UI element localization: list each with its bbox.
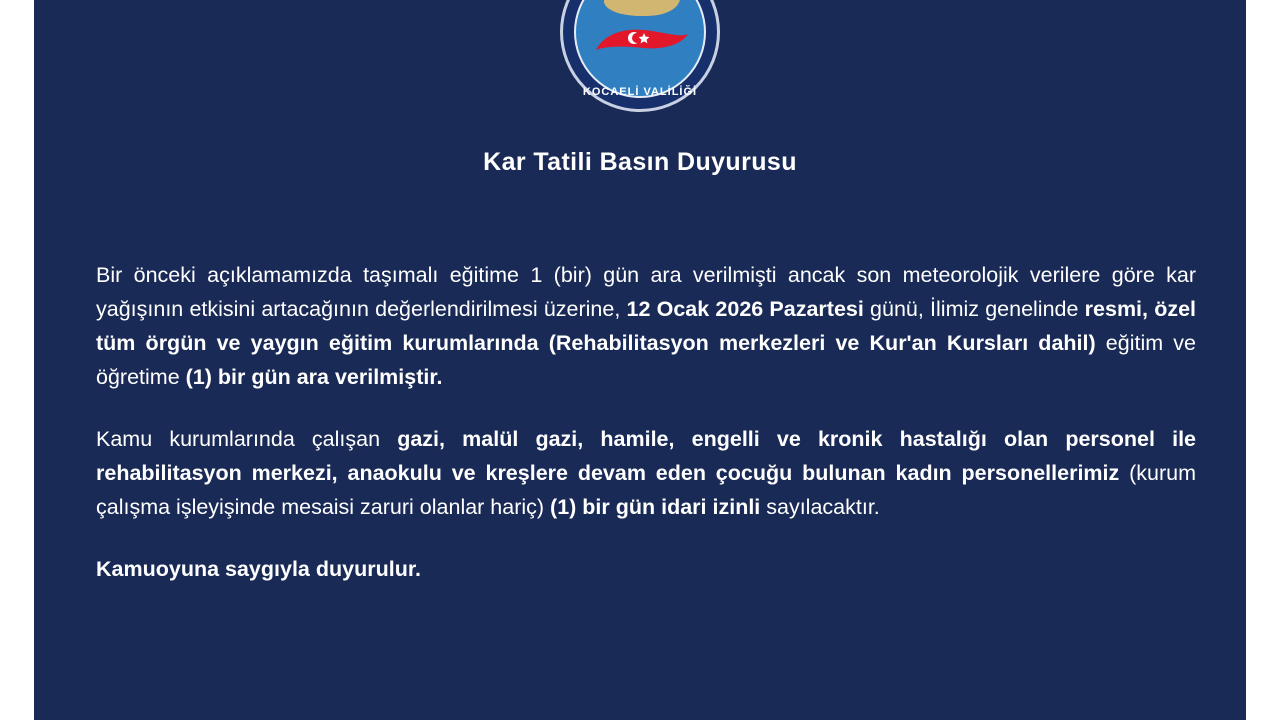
text-run: eğitim ve öğretime xyxy=(96,331,1196,389)
text-run: (kurum çalışma işleyişinde mesaisi zaruri olanlar hariç) xyxy=(96,461,1197,519)
paragraph-1 xyxy=(96,258,1196,394)
emphasis-run: resmi, özel tüm örgün ve yaygın eğitim kurumlarında (Rehabilitasyon merkezleri ve Kur'an Kursları dahil) xyxy=(96,297,1197,355)
text-run: Kamu kurumlarında çalışan xyxy=(96,427,398,451)
turkish-flag-icon xyxy=(594,24,690,58)
paragraph-2 xyxy=(96,422,1196,524)
emphasis-run: gazi, malül gazi, hamile, engelli ve kronik hastalığı olan personel ile rehabilitasyon merkezi, anaokulu ve kreşlere devam eden çocuğu bulunan kadın personellerimiz xyxy=(96,427,1196,485)
emphasis-run: (1) bir gün idari izinli xyxy=(550,495,761,519)
official-seal-icon xyxy=(560,0,720,112)
emphasis-run: (1) bir gün ara verilmiştir. xyxy=(185,365,443,389)
left-margin xyxy=(0,0,28,720)
announcement-body xyxy=(96,258,1196,586)
closing-line: Kamuoyuna saygıyla duyurulur. xyxy=(96,557,421,581)
page-title: Kar Tatili Basın Duyurusu xyxy=(483,148,797,176)
announcement-card xyxy=(28,0,1252,720)
text-run: Bir önceki açıklamamızda taşımalı eğitime 1 (bir) gün ara verilmişti ancak son meteorolojik verilere göre kar yağışının etkisini artacağının değerlendirilmesi üzerine, xyxy=(96,263,1196,321)
right-margin xyxy=(1252,0,1280,720)
text-run: sayılacaktır. xyxy=(760,495,880,519)
emphasis-run: 12 Ocak 2026 Pazartesi xyxy=(626,297,864,321)
text-run: günü, İlimiz genelinde xyxy=(863,297,1085,321)
turkey-map-icon xyxy=(604,0,680,16)
seal-bottom-text: KOCAELİ VALİLİĞİ xyxy=(582,86,698,98)
